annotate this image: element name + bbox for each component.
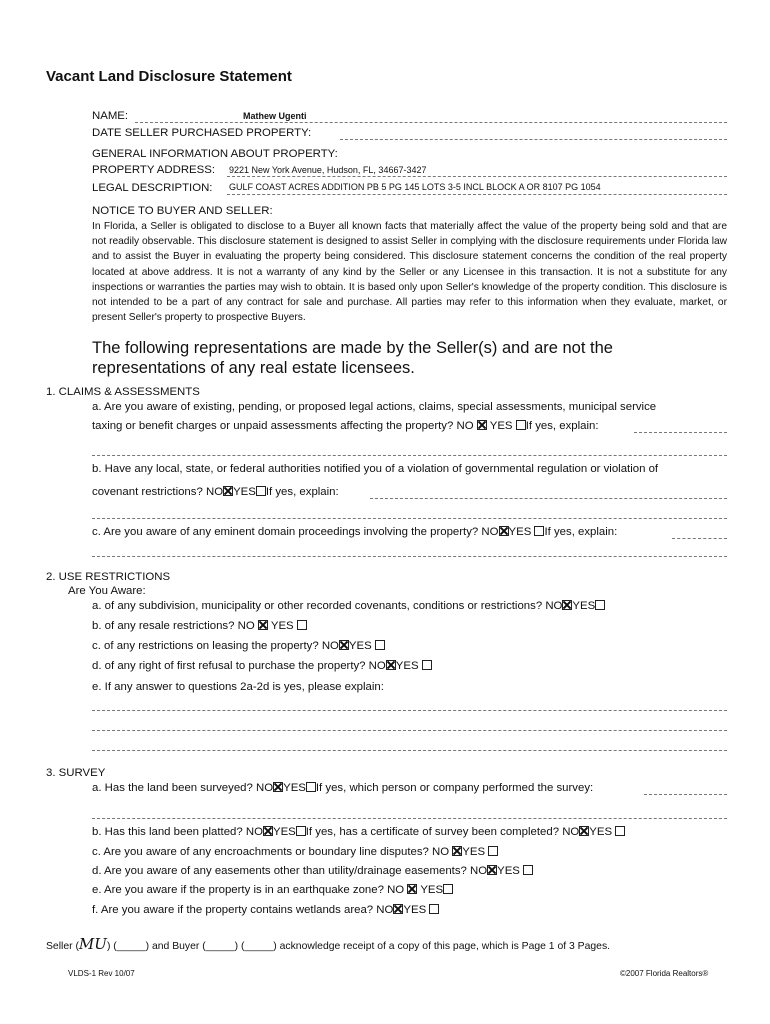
legal-field[interactable]: GULF COAST ACRES ADDITION PB 5 PG 145 LOTS 3-5 INCL BLOCK A OR 8107 PG 1054: [229, 182, 601, 192]
name-label: NAME:: [92, 110, 129, 122]
q1a-explain-line-2[interactable]: [92, 455, 727, 456]
notice-text: In Florida, a Seller is obligated to disclose to a Buyer all known facts that materially affect the value of the property being sold and that are not readily observable. This disclosure statement is designed to assist Seller in complying with the disclosure requirements under Florida law and to assist the Buyer in evaluating the property being considered. This disclosure statement concerns the condition of the real property located at above address. It is not a warranty of any kind by the Seller or any Licensee in this transaction. It is not a substitute for any inspections or warranties the parties may wish to obtain. It is based only upon Seller's knowledge of the property condition. This disclosure is not intended to be a part of any contract for sale and purchase. All parties may refer to this information when they evaluate, market, or present Seller's property to prospective Buyers.: [92, 221, 727, 324]
q3b-mid-text: If yes, has a certificate of survey been completed? NO: [305, 826, 580, 838]
q3f-yes-checkbox[interactable]: [429, 904, 439, 914]
seller-initials-signature[interactable]: MU: [78, 935, 107, 953]
yes-label: YES: [270, 620, 294, 632]
q1b-text: b. Have any local, state, or federal authorities notified you of a violation of governmental regulation or violation of: [92, 463, 659, 475]
yes-label: YES: [420, 884, 444, 896]
q1b-explain-field[interactable]: [370, 498, 727, 499]
q2b-yes-checkbox[interactable]: [297, 620, 307, 630]
q3e-no-checkbox[interactable]: [407, 884, 417, 894]
q3d-text: d. Are you aware of any easements other than utility/drainage easements? NO: [92, 865, 488, 877]
q1c-explain-field[interactable]: [672, 538, 727, 539]
q3a-row: [92, 782, 593, 794]
q3d-yes-checkbox[interactable]: [523, 865, 533, 875]
q3a-no-checkbox[interactable]: [273, 782, 283, 792]
q1b-yes-checkbox[interactable]: [256, 486, 266, 496]
q2c-row: [92, 640, 385, 652]
q2e-explain-line-2[interactable]: [92, 730, 727, 731]
q1c-row: [92, 526, 617, 538]
address-label: PROPERTY ADDRESS:: [92, 164, 216, 176]
address-field[interactable]: 9221 New York Avenue, Hudson, FL, 34667-3427: [229, 165, 427, 175]
q3b-text: b. Has this land been platted? NO: [92, 826, 263, 838]
copyright: ©2007 Florida Realtors®: [620, 969, 709, 978]
q1a-explain-field[interactable]: [634, 432, 727, 433]
q3a-survey-line-2[interactable]: [92, 818, 727, 819]
q1b-row: [92, 486, 339, 498]
q2a-yes-checkbox[interactable]: [595, 600, 605, 610]
q2e-explain-line-3[interactable]: [92, 750, 727, 751]
yes-label: YES: [572, 600, 596, 612]
q3c-no-checkbox[interactable]: [452, 846, 462, 856]
q1a-text: a. Are you aware of existing, pending, or proposed legal actions, claims, special assessments, municipal service: [92, 401, 657, 413]
q2d-row: [92, 660, 432, 672]
yes-label: YES: [462, 846, 486, 858]
name-line: [135, 122, 727, 123]
section-1-heading: 1. CLAIMS & ASSESSMENTS: [46, 386, 200, 398]
q1a-yes-checkbox[interactable]: [516, 420, 526, 430]
q2c-no-checkbox[interactable]: [339, 640, 349, 650]
q2e-text: e. If any answer to questions 2a-2d is yes, please explain:: [92, 681, 384, 693]
yes-label: YES: [233, 486, 256, 498]
q2a-row: [92, 600, 605, 612]
yes-label: YES: [348, 640, 372, 652]
address-line: [227, 176, 727, 177]
yes-label: YES: [589, 826, 613, 838]
notice-heading: NOTICE TO BUYER AND SELLER:: [92, 205, 273, 217]
legal-line: [227, 194, 727, 195]
explain-label: If yes, explain:: [544, 526, 618, 538]
q3a-text: a. Has the land been surveyed? NO: [92, 782, 274, 794]
q1b-no-checkbox[interactable]: [223, 486, 233, 496]
q1c-no-checkbox[interactable]: [499, 526, 509, 536]
q3b-row: [92, 826, 625, 838]
q2a-text: a. of any subdivision, municipality or other recorded covenants, conditions or restrictions? NO: [92, 600, 563, 612]
seller-label: Seller (: [46, 941, 79, 952]
general-info-label: GENERAL INFORMATION ABOUT PROPERTY:: [92, 148, 338, 160]
q3b-cert-yes-checkbox[interactable]: [615, 826, 625, 836]
q3d-row: [92, 865, 533, 877]
q2b-no-checkbox[interactable]: [258, 620, 268, 630]
q3e-yes-checkbox[interactable]: [443, 884, 453, 894]
q1b-explain-line-2[interactable]: [92, 518, 727, 519]
q2e-explain-line-1[interactable]: [92, 710, 727, 711]
acknowledgement-row: [46, 935, 610, 953]
q2d-text: d. of any right of first refusal to purchase the property? NO: [92, 660, 386, 672]
q3a-yes-checkbox[interactable]: [306, 782, 316, 792]
q3a-tail-text: If yes, which person or company performed the survey:: [315, 782, 594, 794]
yes-label: YES: [283, 782, 306, 794]
acknowledgement-text: ) (_____) and Buyer (_____) (_____) acknowledge receipt of a copy of this page, which is Page 1 of 3 Pages.: [106, 941, 611, 952]
q1a-no-checkbox[interactable]: [477, 420, 487, 430]
yes-label: YES: [508, 526, 532, 538]
q1c-explain-line-2[interactable]: [92, 556, 727, 557]
q2b-text: b. of any resale restrictions? NO: [92, 620, 255, 632]
representations-statement: The following representations are made by the Seller(s) and are not the representations of any real estate licensees.: [92, 339, 613, 377]
page-title: Vacant Land Disclosure Statement: [46, 68, 292, 85]
q1a-row: [92, 420, 599, 432]
q3b-cert-no-checkbox[interactable]: [579, 826, 589, 836]
date-field[interactable]: [340, 139, 727, 140]
yes-label: YES: [272, 826, 296, 838]
q1b-text-2: covenant restrictions? NO: [92, 486, 224, 498]
q3f-no-checkbox[interactable]: [393, 904, 403, 914]
section-2-subheading: Are You Aware:: [68, 585, 146, 597]
q3d-no-checkbox[interactable]: [487, 865, 497, 875]
q2d-no-checkbox[interactable]: [386, 660, 396, 670]
date-label: DATE SELLER PURCHASED PROPERTY:: [92, 127, 312, 139]
explain-label: If yes, explain:: [525, 420, 599, 432]
section-2-heading: 2. USE RESTRICTIONS: [46, 571, 171, 583]
q3c-text: c. Are you aware of any encroachments or boundary line disputes? NO: [92, 846, 450, 858]
q2d-yes-checkbox[interactable]: [422, 660, 432, 670]
q1c-text: c. Are you aware of any eminent domain proceedings involving the property? NO: [92, 526, 499, 538]
section-3-heading: 3. SURVEY: [46, 767, 106, 779]
q2a-no-checkbox[interactable]: [562, 600, 572, 610]
explain-label: If yes, explain:: [265, 486, 339, 498]
q2b-row: [92, 620, 307, 632]
q2c-yes-checkbox[interactable]: [375, 640, 385, 650]
q3c-yes-checkbox[interactable]: [488, 846, 498, 856]
q3e-row: [92, 884, 453, 896]
name-field[interactable]: Mathew Ugenti: [243, 111, 307, 121]
yes-label: YES: [497, 865, 520, 877]
q3a-survey-field[interactable]: [644, 794, 727, 795]
q1c-yes-checkbox[interactable]: [534, 526, 544, 536]
legal-label: LEGAL DESCRIPTION:: [92, 182, 213, 194]
q3f-text: f. Are you aware if the property contains wetlands area? NO: [92, 904, 394, 916]
yes-label: YES: [395, 660, 419, 672]
q3b-yes-checkbox[interactable]: [296, 826, 306, 836]
q3c-row: [92, 846, 498, 858]
yes-label: YES: [489, 420, 513, 432]
form-number: VLDS-1 Rev 10/07: [68, 969, 135, 978]
q1a-text-2: taxing or benefit charges or unpaid assessments affecting the property? NO: [92, 420, 474, 432]
q3e-text: e. Are you aware if the property is in an earthquake zone? NO: [92, 884, 405, 896]
q2c-text: c. of any restrictions on leasing the property? NO: [92, 640, 339, 652]
q3b-no-checkbox[interactable]: [263, 826, 273, 836]
yes-label: YES: [403, 904, 427, 916]
q3f-row: [92, 904, 439, 916]
